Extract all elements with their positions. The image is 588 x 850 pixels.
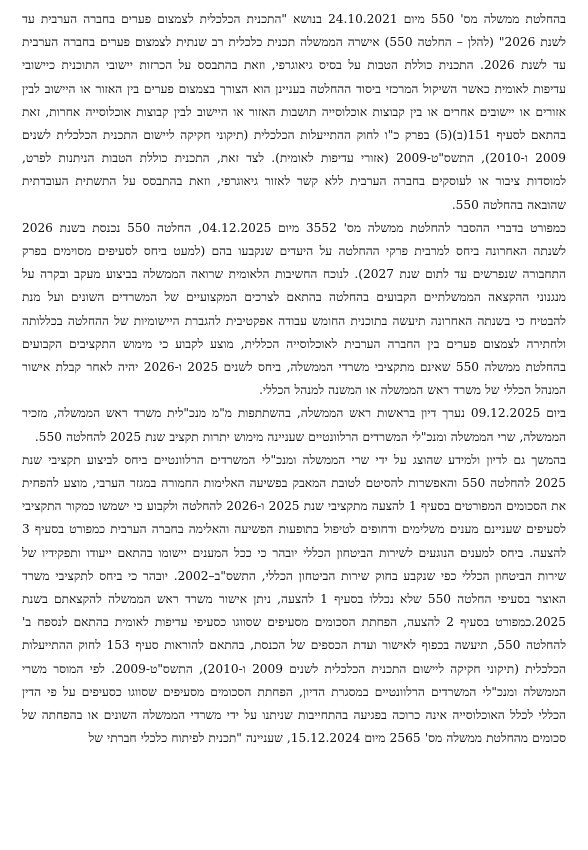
paragraph-proposal: בהמשך גם לדיון ולמידע שהוצג על ידי שרי הממשלה ומנכ"לי המשרדים הרלוונטיים ביחס לביצוע תקציבי שנת 2025 להחלטה 550 והאפשרות להסיטם לטובת המאבק בפשיעה האלימות החמורה במגזר הערבי, מוצע להפחית את הסכומים המפורטים בסעיף 1 להצעה מתקציבי שנת 2025 ו-2026 להחלטה ולקבוע כי ישמשו כמקור התקציבי לסעיפים שעניינם מענים משלימים ודחופים לטיפול בתופעות הפשיעה והאלימה בחברה הערבית כמפורט בסעיף 3 להצעה. ביחס למענים הנוגעים לשירות הביטחון הכללי יובהר כי ככל המענים יישומו בהתאם ייעודו ותפקידיו של שירות הביטחון הכללי כפי שנקבע בחוק שירות הביטחון הכללי, התשס"ב–2002. יובהר כי ביחס לתקציבי משרד האוצר בסעיפי החלטה 550 שלא נכללו בסעיף 1 להצעה, ניתן אישור משרד ראש הממשלה להקצאתם בשנת 2025.כמפורט בסעיף 2 להצעה, הפחתת הסכומים מסעיפים שסווגו כסעיפי עדיפות לאומית בהתאם לנספח ב' להחלטה 550, תיעשה בכפוף לאישור ועדת הכספים של הכנסת, בהתאם להוראות סעיף 153 לחוק ההתייעלות הכלכלית (תיקוני חקיקה ליישום התכנית הכלכלית לשנים 2009 ו-2010), התשס"ט-2009. לפי המוסר משרי הממשלה ומנכ"לי המשרדים הרלוונטיים במסגרת הדיון, הפחתת הסכומים מסעיפים שסווגו כסעיפים על פי הדין הכללי לכלל האוכלוסייה אינה כרוכה בפגיעה בהתחייבות שניתנו על ידי משרדי הממשלה השונים או בהפחתה של סכומים מהחלטת ממשלה מס' 2565 מיום 15.12.2024, שעניינה "תכנית לפיתוח כלכלי חברתי של [22,452,567,746]
paragraph-meeting: ביום 09.12.2025 נערך דיון בראשות ראש הממשלה, בהשתתפות מ"מ מנכ"לית משרד ראש הממשלה, מזכיר הממשלה, שרי הממשלה ומנכ"לי המשרדים הרלוונטיים שעניינה מימוש יתרות תקציב שנת 2025 להחלטה 550. [22,406,566,444]
paragraph-explanation: כמפורט בדברי ההסבר להחלטת ממשלה מס' 3552 מיום 04.12.2025, החלטה 550 נכנסת בשנת 2026 לשנתה האחרונה ביחס למרבית פרקי ההחלטה על היעדים שנקבעו בהם (למעט ביחס לסעיפים מסוימים בפרק התחבורה שנפרשים עד לתום שנת 2027). לנוכח החשיבות הלאומית שרואה הממשלה בביצוע מעקב ובקרה על מנגנוני ההקצאה הממשלתיים הקבועים בהחלטה בהתאם לצרכים המקצועיים של המשרדים השונים ועל מנת להבטיח כי בשנתה האחרונה תיעשה בתוכנית החומש עבודה אפקטיבית להגברת היישומיות של ההחלטה בכללותה ולחתירה לצמצום פערים בין החברה הערבית לאוכלוסייה הכללית, מוצע לקבוע כי מימוש התקציבים הקבועים בהחלטת ממשלה 550 שאינם מתקציבי משרדי הממשלה, ביחס לשנים 2025 ו-2026 יהיה לאחר קבלת אישור המנהל הכללי של משרד ראש הממשלה או המשנה למנהל הכללי. [22,220,567,398]
paragraph-background: בהחלטת ממשלה מס' 550 מיום 24.10.2021 בנושא "התכנית הכלכלית לצמצום פערים בחברה הערבית עד לשנת 2026" (להלן – החלטה 550) אישרה הממשלה תכנית כלכלית רב שנתית לצמצום פערים בחברה הערבית עד לשנת 2026. התכנית כוללת הטבות על בסיס גיאוגרפי, וזאת בהתבסס על הכרזות יישובי התוכנית כיישובי עדיפות לאומית כאשר השיקול המרכזי ביסוד ההחלטה בעניינן הוא הצורך בצמצום פערים בין האזור או היישוב לבין אזורים או יישובים אחרים או בין קבוצות אוכלוסייה תושבות האזור או היישוב לבין קבוצות אוכלוסייה אחרות, זאת בהתאם לסעיף 151(ב)(5) בפרק כ"ו לחוק ההתייעלות הכלכלית (תיקוני חקיקה ליישום התכנית הכלכלית לשנים 2009 ו-2010), התשס"ט-2009 (אזורי עדיפות לאומית). לצד זאת, התכנית כוללת הטבות הניתנות לפרט, למוסדות ציבור או לעוסקים בחברה הערבית ללא קשר לאזור גיאוגרפי, וזאת בהתבסס על התשתית העובדתית שהובאה בהחלטה 550. [22,12,567,212]
